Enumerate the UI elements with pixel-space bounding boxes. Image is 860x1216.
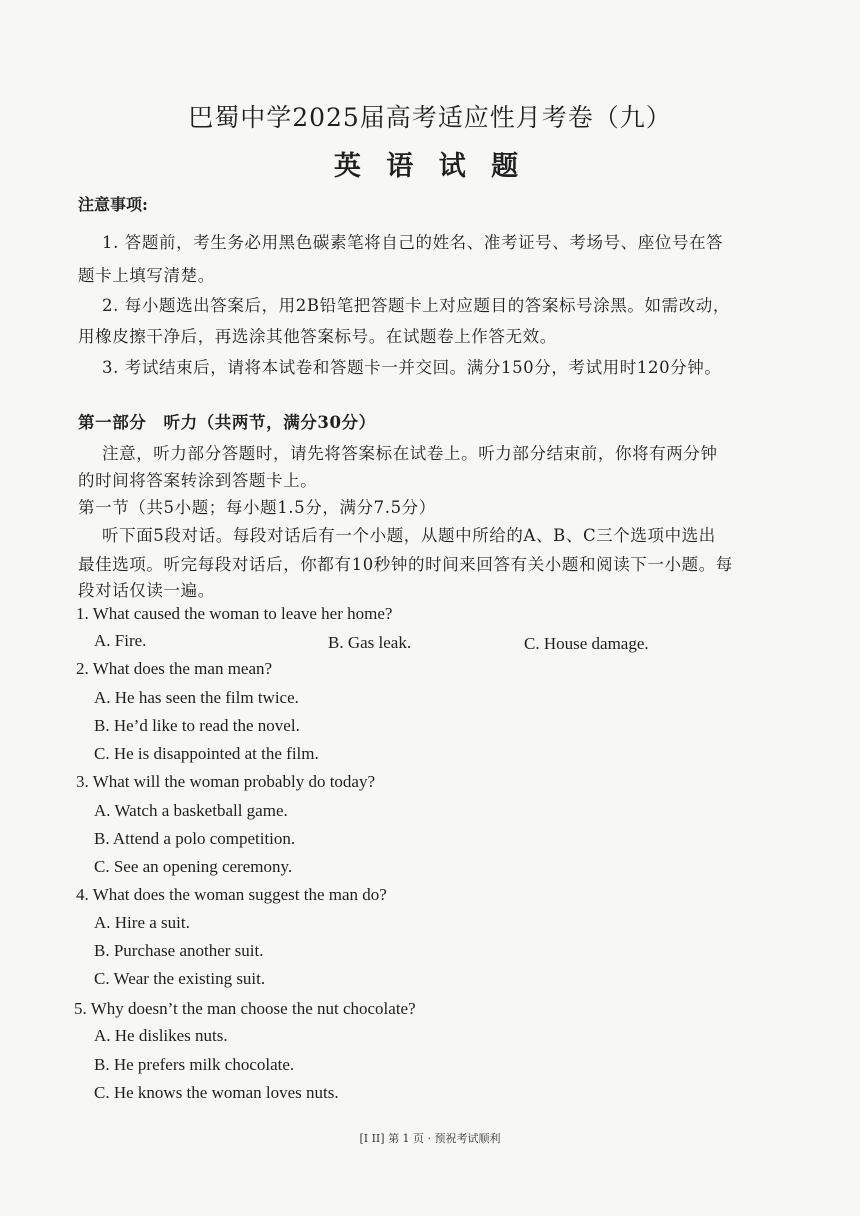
notice-item-3: 3. 考试结束后，请将本试卷和答题卡一并交回。满分150分，考试用时120分钟。 [102, 358, 722, 377]
notice-item-1-line-2: 题卡上填写清楚。 [78, 266, 215, 285]
question-1-option-c: C. House damage. [524, 634, 649, 653]
question-1-option-b: B. Gas leak. [328, 633, 412, 652]
section-1-heading: 第一节（共5小题；每小题1.5分，满分7.5分） [78, 498, 436, 517]
question-5-option-b: B. He prefers milk chocolate. [94, 1055, 295, 1074]
question-4-option-a: A. Hire a suit. [94, 913, 190, 932]
notice-item-1-line-1: 1. 答题前，考生务必用黑色碳素笔将自己的姓名、准考证号、考场号、座位号在答 [102, 233, 724, 252]
question-3-option-b: B. Attend a polo competition. [94, 829, 296, 848]
question-4-option-b: B. Purchase another suit. [94, 941, 264, 960]
exam-title: 巴蜀中学2025届高考适应性月考卷（九） [188, 103, 672, 132]
part-1-heading: 第一部分 听力（共两节，满分30分） [78, 413, 376, 432]
question-5-option-a: A. He dislikes nuts. [94, 1026, 228, 1045]
part-1-note-line-2: 的时间将答案转涂到答题卡上。 [78, 471, 318, 490]
section-1-instructions-line-1: 听下面5段对话。每段对话后有一个小题，从题中所给的A、B、C三个选项中选出 [102, 526, 716, 545]
question-3-stem: 3. What will the woman probably do today? [76, 772, 376, 791]
notice-heading: 注意事项: [78, 195, 148, 214]
question-2-option-b: B. He’d like to read the novel. [94, 716, 300, 735]
section-1-instructions-line-2: 最佳选项。听完每段对话后，你都有10秒钟的时间来回答有关小题和阅读下一小题。每 [78, 555, 733, 574]
notice-item-2-line-1: 2. 每小题选出答案后，用2B铅笔把答题卡上对应题目的答案标号涂黑。如需改动， [102, 296, 731, 315]
question-4-stem: 4. What does the woman suggest the man do? [76, 885, 387, 904]
part-1-note-line-1: 注意，听力部分答题时，请先将答案标在试卷上。听力部分结束前，你将有两分钟 [102, 444, 718, 463]
question-5-stem: 5. Why doesn’t the man choose the nut chocolate? [74, 999, 416, 1018]
exam-subject: 英 语 试 题 [333, 151, 527, 182]
question-5-option-c: C. He knows the woman loves nuts. [94, 1083, 339, 1102]
page-footer: [I II] 第 1 页 · 预祝考试顺利 [359, 1132, 501, 1145]
question-1-stem: 1. What caused the woman to leave her home? [76, 604, 393, 623]
question-3-option-c: C. See an opening ceremony. [94, 857, 293, 876]
section-1-instructions-line-3: 段对话仅读一遍。 [78, 581, 215, 600]
question-2-stem: 2. What does the man mean? [76, 659, 273, 678]
question-4-option-c: C. Wear the existing suit. [94, 969, 266, 988]
question-2-option-c: C. He is disappointed at the film. [94, 744, 319, 763]
notice-item-2-line-2: 用橡皮擦干净后，再选涂其他答案标号。在试题卷上作答无效。 [78, 327, 557, 346]
question-2-option-a: A. He has seen the film twice. [94, 688, 299, 707]
question-1-option-a: A. Fire. [94, 631, 147, 650]
question-3-option-a: A. Watch a basketball game. [94, 801, 288, 820]
